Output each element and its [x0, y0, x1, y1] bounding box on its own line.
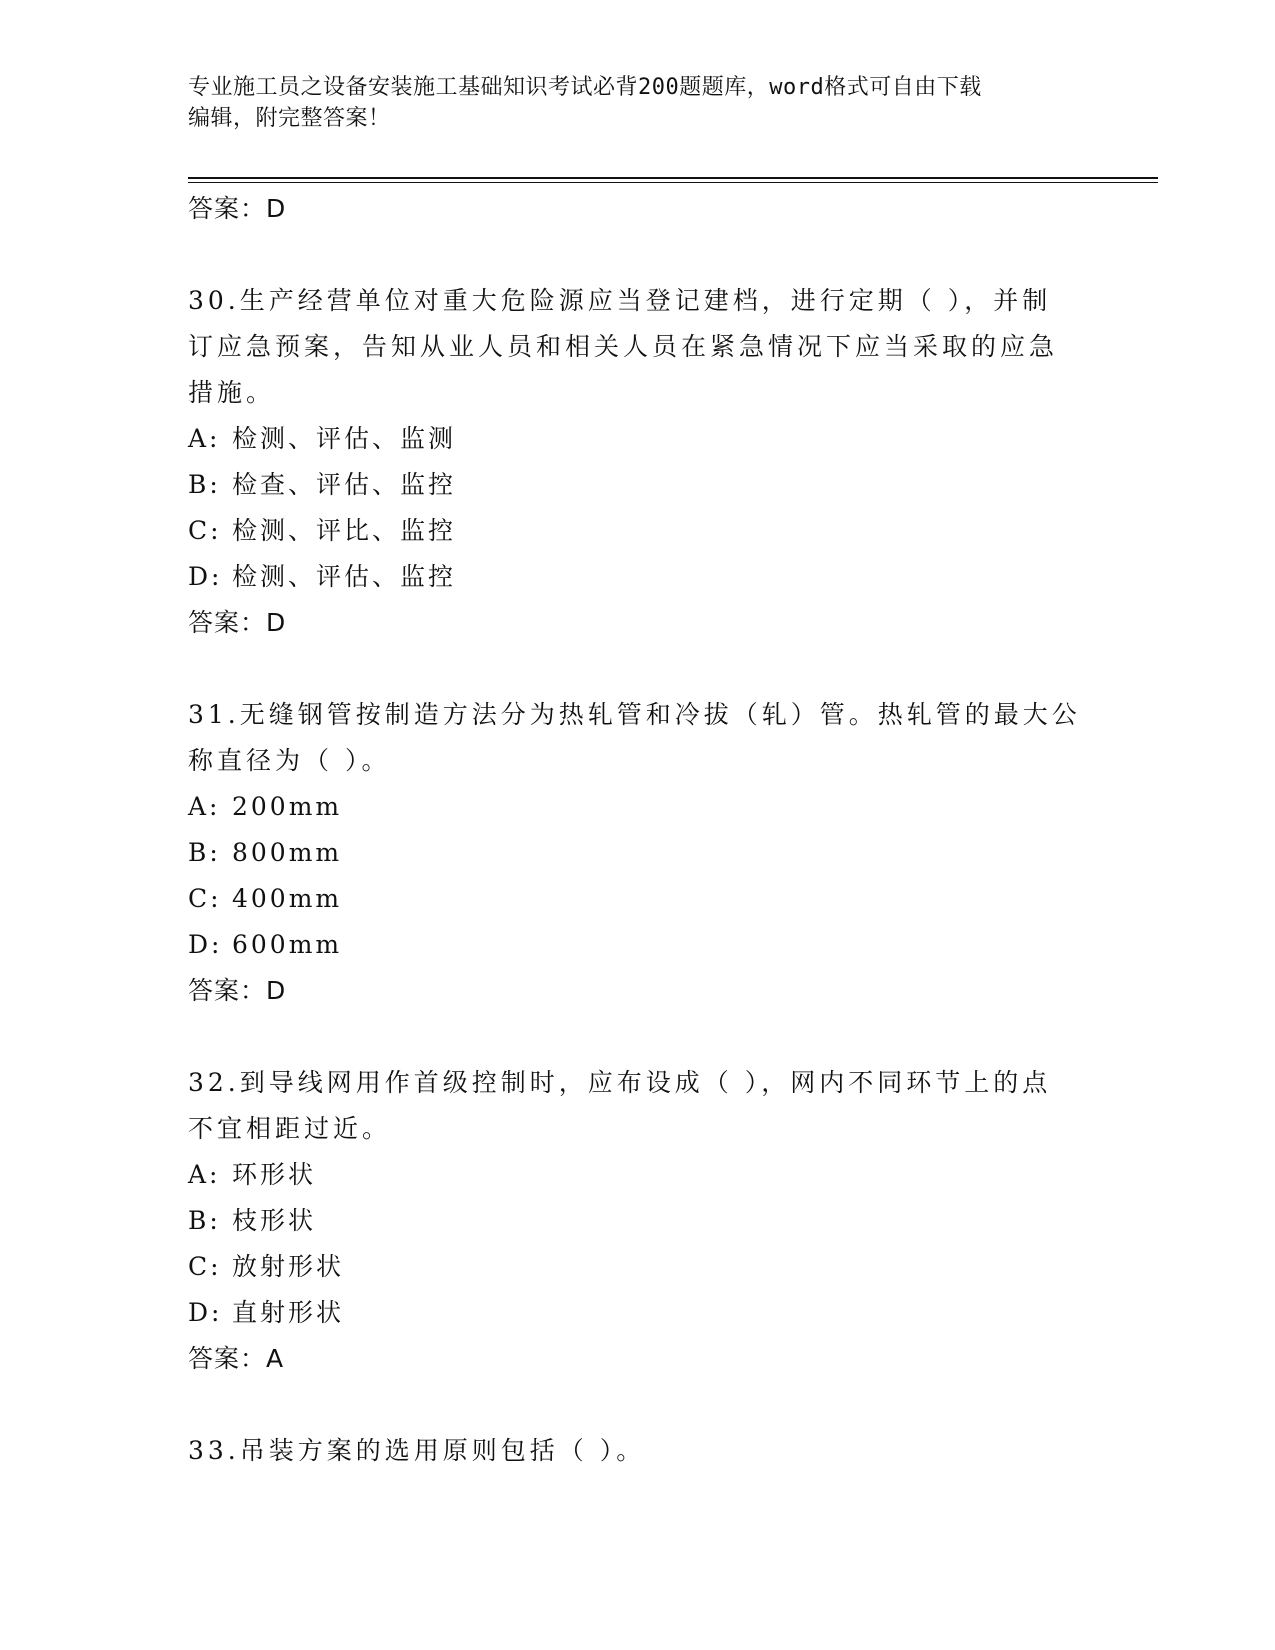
option-d — [188, 554, 1088, 600]
option-text: 400mm — [232, 884, 343, 913]
question-stem-line: 33.吊装方案的选用原则包括（ ）。 — [188, 1436, 646, 1465]
option-text: 枝形状 — [232, 1206, 317, 1235]
option-key: A: — [188, 792, 221, 821]
option-key: B: — [188, 470, 221, 499]
option-key: D: — [188, 562, 223, 591]
option-c — [188, 876, 1088, 922]
option-text: 800mm — [232, 838, 343, 867]
option-a — [188, 784, 1088, 830]
question-stem-line: 32.到导线网用作首级控制时，应布设成（ ），网内不同环节上的点 — [188, 1068, 1052, 1097]
header-divider-thick — [188, 177, 1158, 179]
question-stem-line: 不宜相距过近。 — [188, 1114, 392, 1143]
option-key: D: — [188, 1298, 223, 1327]
header-line-2: 编辑，附完整答案！ — [188, 106, 391, 131]
option-key: B: — [188, 1206, 221, 1235]
question-31 — [188, 692, 1088, 1014]
answer-line: 答案：D — [188, 608, 287, 637]
header-line-1: 专业施工员之设备安装施工基础知识考试必背200题题库，word格式可自由下载 — [188, 75, 982, 100]
question-stem-line: 订应急预案，告知从业人员和相关人员在紧急情况下应当采取的应急 — [188, 332, 1059, 361]
answer-line: 答案：D — [188, 976, 287, 1005]
question-stem-line: 称直径为（ ）。 — [188, 746, 391, 775]
option-text: 环形状 — [232, 1160, 317, 1189]
question-stem-line: 31.无缝钢管按制造方法分为热轧管和冷拔（轧）管。热轧管的最大公 — [188, 700, 1081, 729]
option-text: 200mm — [232, 792, 343, 821]
option-text: 直射形状 — [232, 1298, 345, 1327]
option-b — [188, 1198, 1088, 1244]
option-c — [188, 508, 1088, 554]
option-text: 600mm — [232, 930, 343, 959]
option-text: 检测、评估、监测 — [232, 424, 457, 453]
question-33 — [188, 1428, 1088, 1474]
option-b — [188, 462, 1088, 508]
document-header — [188, 72, 1068, 134]
question-stem-line: 措施。 — [188, 378, 276, 407]
answer-line: 答案：A — [188, 1344, 285, 1373]
question-32 — [188, 1060, 1088, 1382]
answer-line: 答案：D — [188, 194, 287, 223]
option-key: D: — [188, 930, 223, 959]
option-text: 放射形状 — [232, 1252, 345, 1281]
question-stem-line: 30.生产经营单位对重大危险源应当登记建档，进行定期（ ），并制 — [188, 286, 1052, 315]
header-divider-thin — [188, 182, 1158, 183]
option-a — [188, 1152, 1088, 1198]
option-key: C: — [188, 516, 222, 545]
option-text: 检测、评估、监控 — [232, 562, 457, 591]
question-30 — [188, 278, 1088, 646]
option-a — [188, 416, 1088, 462]
option-key: A: — [188, 424, 221, 453]
option-c — [188, 1244, 1088, 1290]
option-d — [188, 922, 1088, 968]
option-text: 检测、评比、监控 — [232, 516, 457, 545]
question-list — [188, 186, 1088, 1474]
option-b — [188, 830, 1088, 876]
option-d — [188, 1290, 1088, 1336]
option-key: C: — [188, 884, 222, 913]
option-key: A: — [188, 1160, 221, 1189]
option-text: 检查、评估、监控 — [232, 470, 457, 499]
option-key: C: — [188, 1252, 222, 1281]
option-key: B: — [188, 838, 221, 867]
